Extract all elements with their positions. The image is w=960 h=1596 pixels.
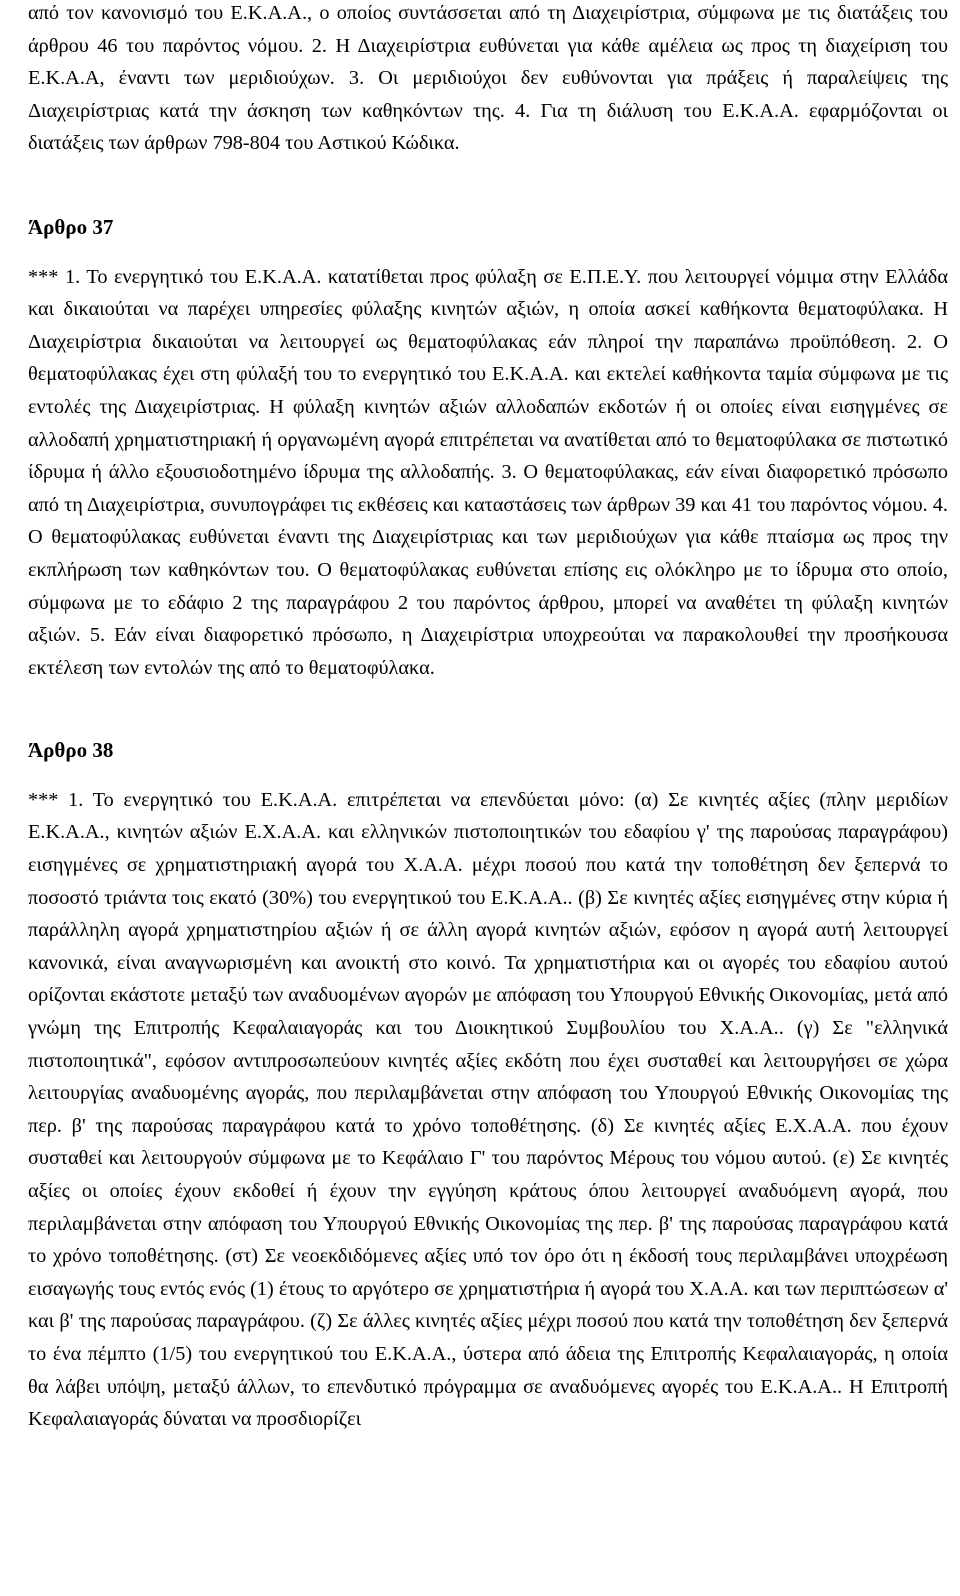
document-page <box>28 0 948 1436</box>
intro-paragraph: από τον κανονισμό του Ε.Κ.Α.Α., ο οποίος συντάσσεται από τη Διαχειρίστρια, σύμφωνα με τις διατάξεις του άρθρου 46 του παρόντος νόμου. 2. Η Διαχειρίστρια ευθύνεται για κάθε αμέλεια ως προς τη διαχείριση του Ε.Κ.Α.Α, έναντι των μεριδιούχων. 3. Οι μεριδιούχοι δεν ευθύνονται για πράξεις ή παραλείψεις της Διαχειρίστριας κατά την άσκηση των καθηκόντων της. 4. Για τη διάλυση του Ε.Κ.Α.Α. εφαρμόζονται οι διατάξεις των άρθρων 798-804 του Αστικού Κώδικα. <box>28 2 948 155</box>
article-37-heading: Άρθρο 37 <box>28 214 114 239</box>
article-38-paragraph: *** 1. Το ενεργητικό του Ε.Κ.Α.Α. επιτρέπεται να επενδύεται μόνο: (α) Σε κινητές αξίες (πλην μεριδίων Ε.Κ.Α.Α., κινητών αξιών Ε.Χ.Α.Α. και ελληνικών πιστοποιητικών του εδαφίου γ' της παρούσας παραγράφου) εισηγμένες σε χρηματιστηριακή αγορά του Χ.Α.Α. μέχρι ποσού που κατά την τοποθέτηση δεν ξεπερνά το ποσοστό τριάντα τοις εκατό (30%) του ενεργητικού του Ε.Κ.Α.Α.. (β) Σε κινητές αξίες εισηγμένες στην κύρια ή παράλληλη αγορά χρηματιστηρίου αξιών ή σε άλλη αγορά κινητών αξιών, εφόσον η αγορά αυτή λειτουργεί κανονικά, είναι αναγνωρισμένη και ανοικτή στο κοινό. Τα χρηματιστήρια και οι αγορές του εδαφίου αυτού ορίζονται εκάστοτε μεταξύ των αναδυομένων αγορών με απόφαση του Υπουργού Εθνικής Οικονομίας, μετά από γνώμη της Επιτροπής Κεφαλαιαγοράς και του Διοικητικού Συμβουλίου του Χ.Α.Α.. (γ) Σε "ελληνικά πιστοποιητικά", εφόσον αντιπροσωπεύουν κινητές αξίες εκδότη που έχει συσταθεί και λειτουργήσει σε χώρα λειτουργίας αναδυομένης αγοράς, που περιλαμβάνεται στην απόφαση του Υπουργού Εθνικής Οικονομίας της περ. β' της παρούσας παραγράφου κατά το χρόνο τοποθέτησης. (δ) Σε κινητές αξίες Ε.Χ.Α.Α. που έχουν συσταθεί και λειτουργούν σύμφωνα με το Κεφάλαιο Γ' του παρόντος Μέρους του νόμου αυτού. (ε) Σε κινητές αξίες οι οποίες έχουν εκδοθεί ή έχουν την εγγύηση κράτους όπου λειτουργεί αναδυόμενη αγορά, που περιλαμβάνεται στην απόφαση του Υπουργού Εθνικής Οικονομίας της περ. β' της παρούσας παραγράφου κατά το χρόνο τοποθέτησης. (στ) Σε νεοεκδιδόμενες αξίες υπό τον όρο ότι η έκδοσή τους περιλαμβάνει υποχρέωση εισαγωγής τους εντός ενός (1) έτους το αργότερο σε χρηματιστήρια ή αγορά του Χ.Α.Α. και των περιπτώσεων α' και β' της παρούσας παραγράφου. (ζ) Σε άλλες κινητές αξίες μέχρι ποσού που κατά την τοποθέτηση δεν ξεπερνά το ένα πέμπτο (1/5) του ενεργητικού του Ε.Κ.Α.Α., ύστερα από άδεια της Επιτροπής Κεφαλαιαγοράς, η οποία θα λάβει υπόψη, μεταξύ άλλων, το επενδυτικό πρόγραμμα σε αναδυόμενες αγορές του Ε.Κ.Α.Α.. Η Επιτροπή Κεφαλαιαγοράς δύναται να προσδιορίζει <box>28 788 948 1431</box>
article-38-heading: Άρθρο 38 <box>28 738 114 763</box>
article-37-paragraph: *** 1. Το ενεργητικό του Ε.Κ.Α.Α. κατατίθεται προς φύλαξη σε Ε.Π.Ε.Υ. που λειτουργεί νόμιμα στην Ελλάδα και δικαιούται να παρέχει υπηρεσίες φύλαξης κινητών αξιών, η οποία ασκεί καθήκοντα θεματοφύλακα. Η Διαχειρίστρια δικαιούται να λειτουργεί ως θεματοφύλακας εάν πληροί την παραπάνω προϋπόθεση. 2. Ο θεματοφύλακας έχει στη φύλαξή του το ενεργητικό του Ε.Κ.Α.Α. και εκτελεί καθήκοντα ταμία σύμφωνα με τις εντολές της Διαχειρίστριας. Η φύλαξη κινητών αξιών αλλοδαπών εκδοτών ή οι οποίες είναι εισηγμένες σε αλλοδαπή χρηματιστηριακή ή οργανωμένη αγορά επιτρέπεται να ανατίθεται από το θεματοφύλακα σε πιστωτικό ίδρυμα ή άλλο εξουσιοδοτημένο ίδρυμα της αλλοδαπής. 3. Ο θεματοφύλακας, εάν είναι διαφορετικό πρόσωπο από τη Διαχειρίστρια, συνυπογράφει τις εκθέσεις και καταστάσεις των άρθρων 39 και 41 του παρόντος νόμου. 4. Ο θεματοφύλακας ευθύνεται έναντι της Διαχειρίστριας και των μεριδιούχων για κάθε πταίσμα ως προς την εκπλήρωση των καθηκόντων του. Ο θεματοφύλακας ευθύνεται επίσης εις ολόκληρο με το ίδρυμα στο οποίο, σύμφωνα με το εδάφιο 2 της παραγράφου 2 του παρόντος άρθρου, μπορεί να αναθέτει τη φύλαξη κινητών αξιών. 5. Εάν είναι διαφορετικό πρόσωπο, η Διαχειρίστρια υποχρεούται να παρακολουθεί την προσήκουσα εκτέλεση των εντολών της από το θεματοφύλακα. <box>28 265 948 679</box>
